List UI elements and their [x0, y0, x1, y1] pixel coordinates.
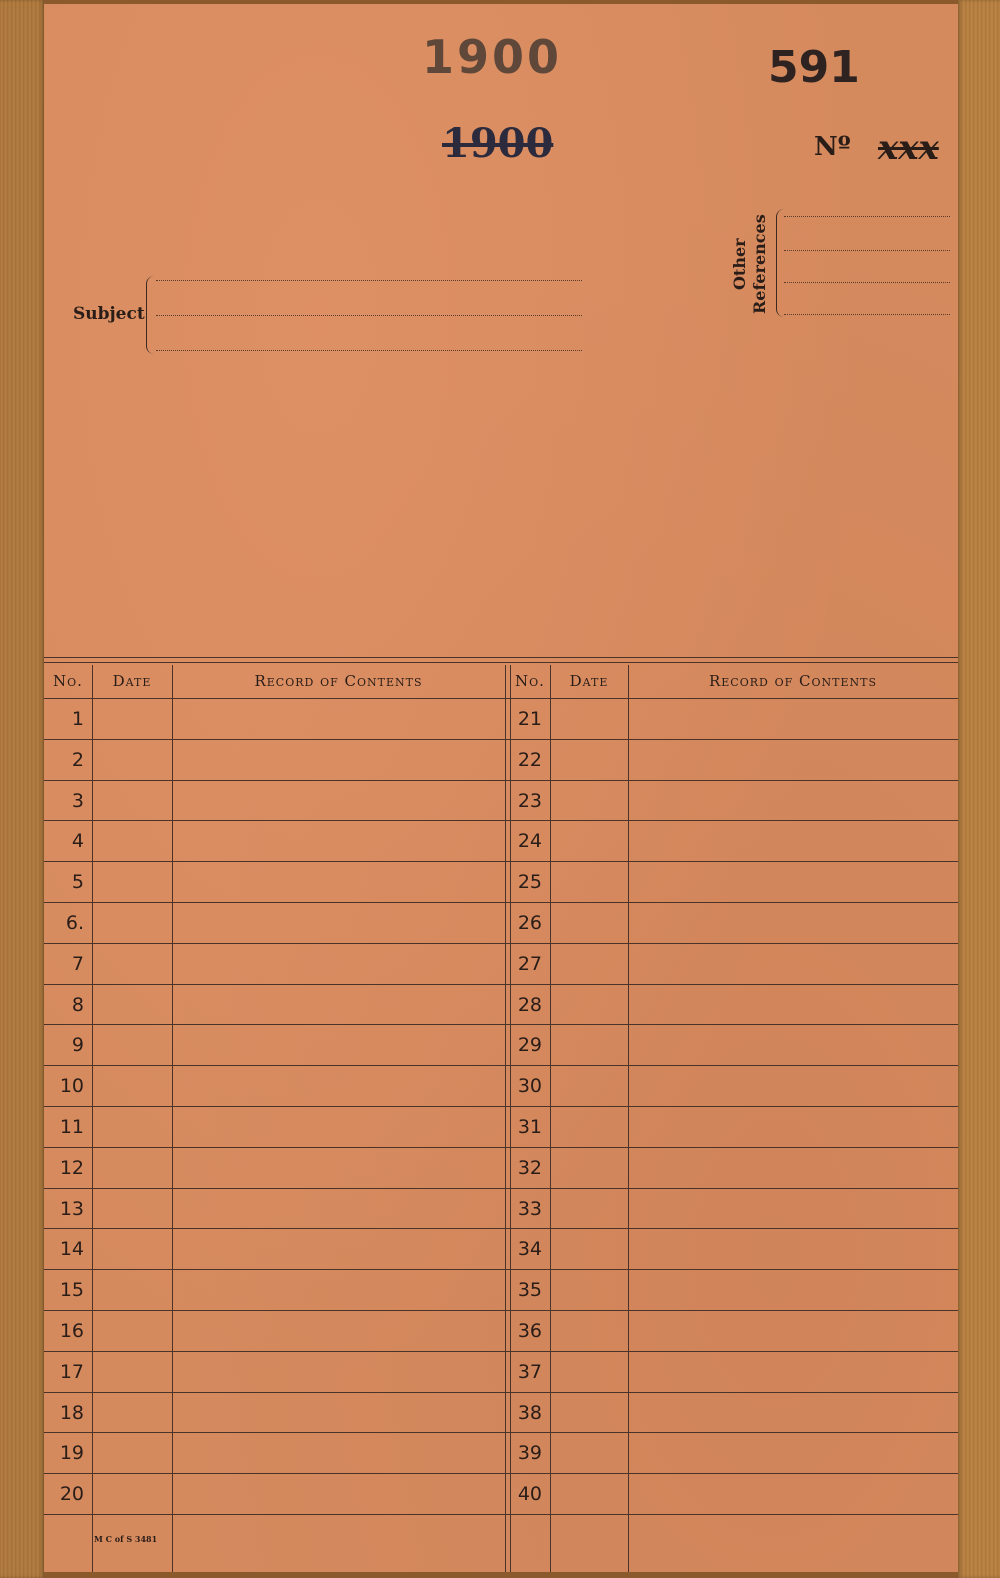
row-number-right: 30 [517, 1075, 542, 1098]
table-top-rule-inner [44, 662, 958, 663]
subject-label: Subject [73, 304, 145, 324]
row-rule [44, 1432, 958, 1433]
row-number-right: 24 [517, 830, 542, 853]
row-number-right: 22 [517, 748, 542, 771]
header-no-right: No. [515, 672, 545, 690]
col-divider [628, 665, 629, 1572]
other-references-label: Other References [730, 214, 769, 314]
header-date-left: Date [112, 672, 152, 690]
subject-line[interactable] [156, 350, 582, 351]
row-number-left: 11 [59, 1116, 84, 1138]
row-number-right: 37 [517, 1360, 542, 1383]
file-number-stamp: 591 [768, 42, 860, 93]
header-record-left: Record of Contents [254, 672, 423, 690]
row-number-left: 3 [71, 789, 84, 812]
row-number-left: 19 [59, 1442, 84, 1465]
row-rule [44, 943, 958, 944]
row-number-left: 10 [59, 1075, 84, 1098]
other-references-line[interactable] [784, 282, 950, 283]
left-spine-binding [0, 0, 44, 1578]
row-number-right: 21 [517, 708, 542, 730]
row-number-left: 12 [59, 1156, 84, 1179]
row-rule [44, 1188, 958, 1189]
other-references-line[interactable] [784, 314, 950, 315]
row-number-right: 25 [517, 871, 542, 894]
row-number-left: 4 [71, 830, 84, 853]
row-rule [44, 984, 958, 985]
header-no-left: No. [53, 672, 83, 690]
row-number-left: 9 [71, 1034, 84, 1057]
row-number-right: 31 [517, 1116, 542, 1138]
row-rule [44, 1147, 958, 1148]
row-number-right: 38 [517, 1401, 542, 1424]
row-rule [44, 1392, 958, 1393]
row-number-left: 8 [71, 993, 84, 1016]
col-divider [172, 665, 173, 1572]
row-number-left: 18 [59, 1401, 84, 1424]
other-references-brace [776, 209, 785, 317]
row-number-left: 20 [59, 1483, 84, 1506]
row-rule [44, 902, 958, 903]
subject-line[interactable] [156, 280, 582, 281]
row-number-left: 13 [59, 1197, 84, 1220]
row-number-right: 36 [517, 1320, 542, 1342]
row-rule [44, 1024, 958, 1025]
row-number-right: 27 [517, 952, 542, 975]
row-rule [44, 739, 958, 740]
row-number-right: 34 [517, 1238, 542, 1261]
row-rule [44, 1514, 958, 1515]
row-rule [44, 1351, 958, 1352]
row-number-left: 16 [59, 1320, 84, 1342]
right-spine-binding [958, 0, 1000, 1578]
row-number-right: 40 [517, 1483, 542, 1506]
row-number-right: 39 [517, 1442, 542, 1465]
struck-number-handwritten: xxx [878, 128, 939, 168]
row-number-right: 26 [517, 912, 542, 934]
row-rule [44, 780, 958, 781]
row-rule [44, 1106, 958, 1107]
other-references-line[interactable] [784, 250, 950, 251]
row-rule [44, 1228, 958, 1229]
row-rule [44, 861, 958, 862]
col-divider [505, 665, 506, 1572]
col-divider [550, 665, 551, 1572]
number-label: Nº [814, 132, 851, 162]
subject-line[interactable] [156, 315, 582, 316]
row-number-left: 17 [59, 1360, 84, 1383]
row-number-right: 35 [517, 1279, 542, 1302]
row-rule [44, 1269, 958, 1270]
other-references-line[interactable] [784, 216, 950, 217]
row-number-left: 15 [59, 1279, 84, 1302]
form-code: M C of S 3481 [94, 1534, 158, 1544]
table-top-rule [44, 657, 958, 658]
row-rule [44, 1065, 958, 1066]
struck-year-handwritten: 1900 [442, 120, 554, 167]
row-number-right: 23 [517, 789, 542, 812]
row-number-right: 28 [517, 993, 542, 1016]
row-number-right: 29 [517, 1034, 542, 1057]
row-number-right: 33 [517, 1197, 542, 1220]
row-rule [44, 1310, 958, 1311]
row-number-left: 6. [65, 912, 84, 934]
row-number-left: 7 [71, 952, 84, 975]
col-divider [92, 665, 93, 1572]
row-rule [44, 820, 958, 821]
header-bottom-rule [44, 698, 958, 699]
file-cover-card [44, 4, 958, 1572]
header-date-right: Date [569, 672, 609, 690]
year-stamp: 1900 [422, 30, 563, 84]
row-number-left: 1 [71, 708, 84, 730]
row-number-left: 5 [71, 871, 84, 894]
row-number-right: 32 [517, 1156, 542, 1179]
row-number-left: 2 [71, 748, 84, 771]
row-number-left: 14 [59, 1238, 84, 1261]
header-record-right: Record of Contents [708, 672, 878, 690]
row-rule [44, 1473, 958, 1474]
